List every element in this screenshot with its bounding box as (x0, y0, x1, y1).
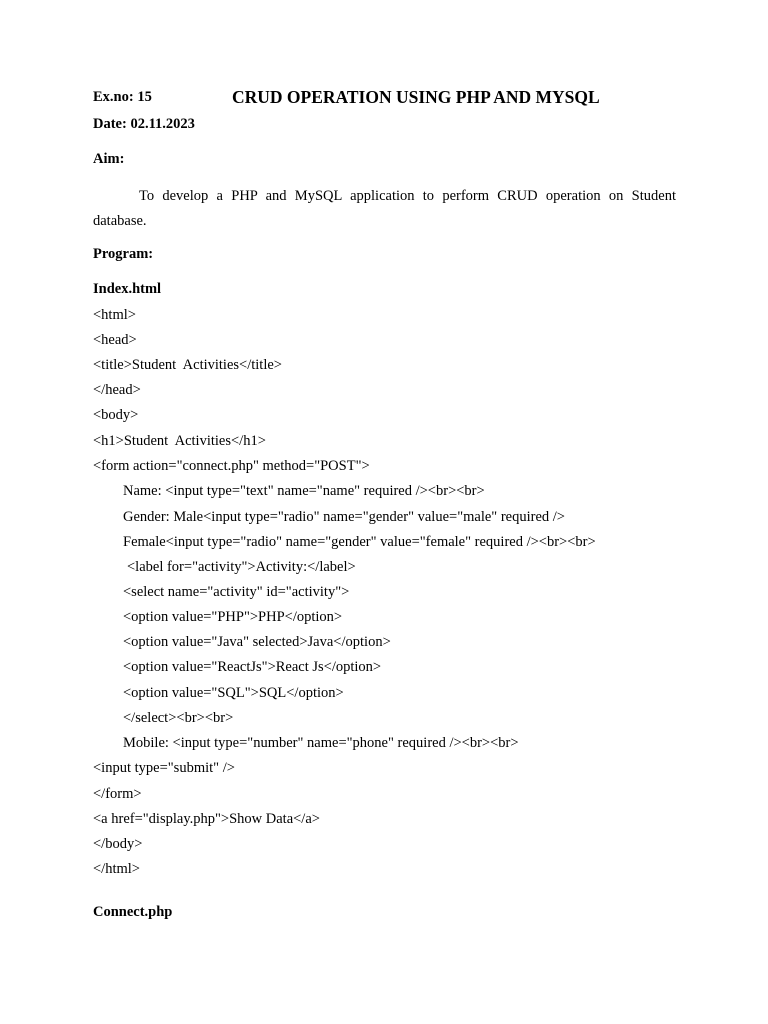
aim-paragraph: To develop a PHP and MySQL application to perform CRUD operation on Student database. (93, 188, 676, 229)
code-line: <option value="SQL">SQL</option> (123, 685, 344, 701)
code-line: <select name="activity" id="activity"> (123, 584, 350, 600)
code-line: <title>Student Activities</title> (93, 357, 282, 373)
code-line: </form> (93, 786, 142, 802)
code-line: </head> (93, 382, 141, 398)
code-line: Female<input type="radio" name="gender" value="female" required /><br><br> (123, 534, 596, 550)
code-line: <head> (93, 332, 137, 348)
code-line: Name: <input type="text" name="name" required /><br><br> (123, 483, 485, 499)
code-line: <option value="PHP">PHP</option> (123, 609, 343, 625)
code-line: <body> (93, 407, 139, 423)
code-line: </select><br><br> (123, 710, 234, 726)
code-line: </body> (93, 836, 143, 852)
date-line: Date: 02.11.2023 (93, 116, 195, 132)
code-line: <h1>Student Activities</h1> (93, 433, 266, 449)
file-name-index-html: Index.html (93, 281, 162, 297)
code-line: <form action="connect.php" method="POST"> (93, 458, 370, 474)
program-heading: Program: (93, 246, 154, 262)
code-line: <html> (93, 307, 136, 323)
code-line: <input type="submit" /> (93, 760, 235, 776)
code-line: <option value="Java" selected>Java</option> (123, 634, 391, 650)
document-title: CRUD OPERATION USING PHP AND MYSQL (232, 87, 600, 107)
file-name-connect-php: Connect.php (93, 904, 173, 920)
code-line: Gender: Male<input type="radio" name="gender" value="male" required /> (123, 509, 565, 525)
code-line: <label for="activity">Activity:</label> (127, 559, 356, 575)
code-line: <a href="display.php">Show Data</a> (93, 811, 320, 827)
aim-heading: Aim: (93, 151, 125, 167)
code-line: <option value="ReactJs">React Js</option> (123, 659, 382, 675)
exercise-number: Ex.no: 15 (93, 89, 152, 105)
code-line: </html> (93, 861, 140, 877)
code-line: Mobile: <input type="number" name="phone" required /><br><br> (123, 735, 519, 751)
